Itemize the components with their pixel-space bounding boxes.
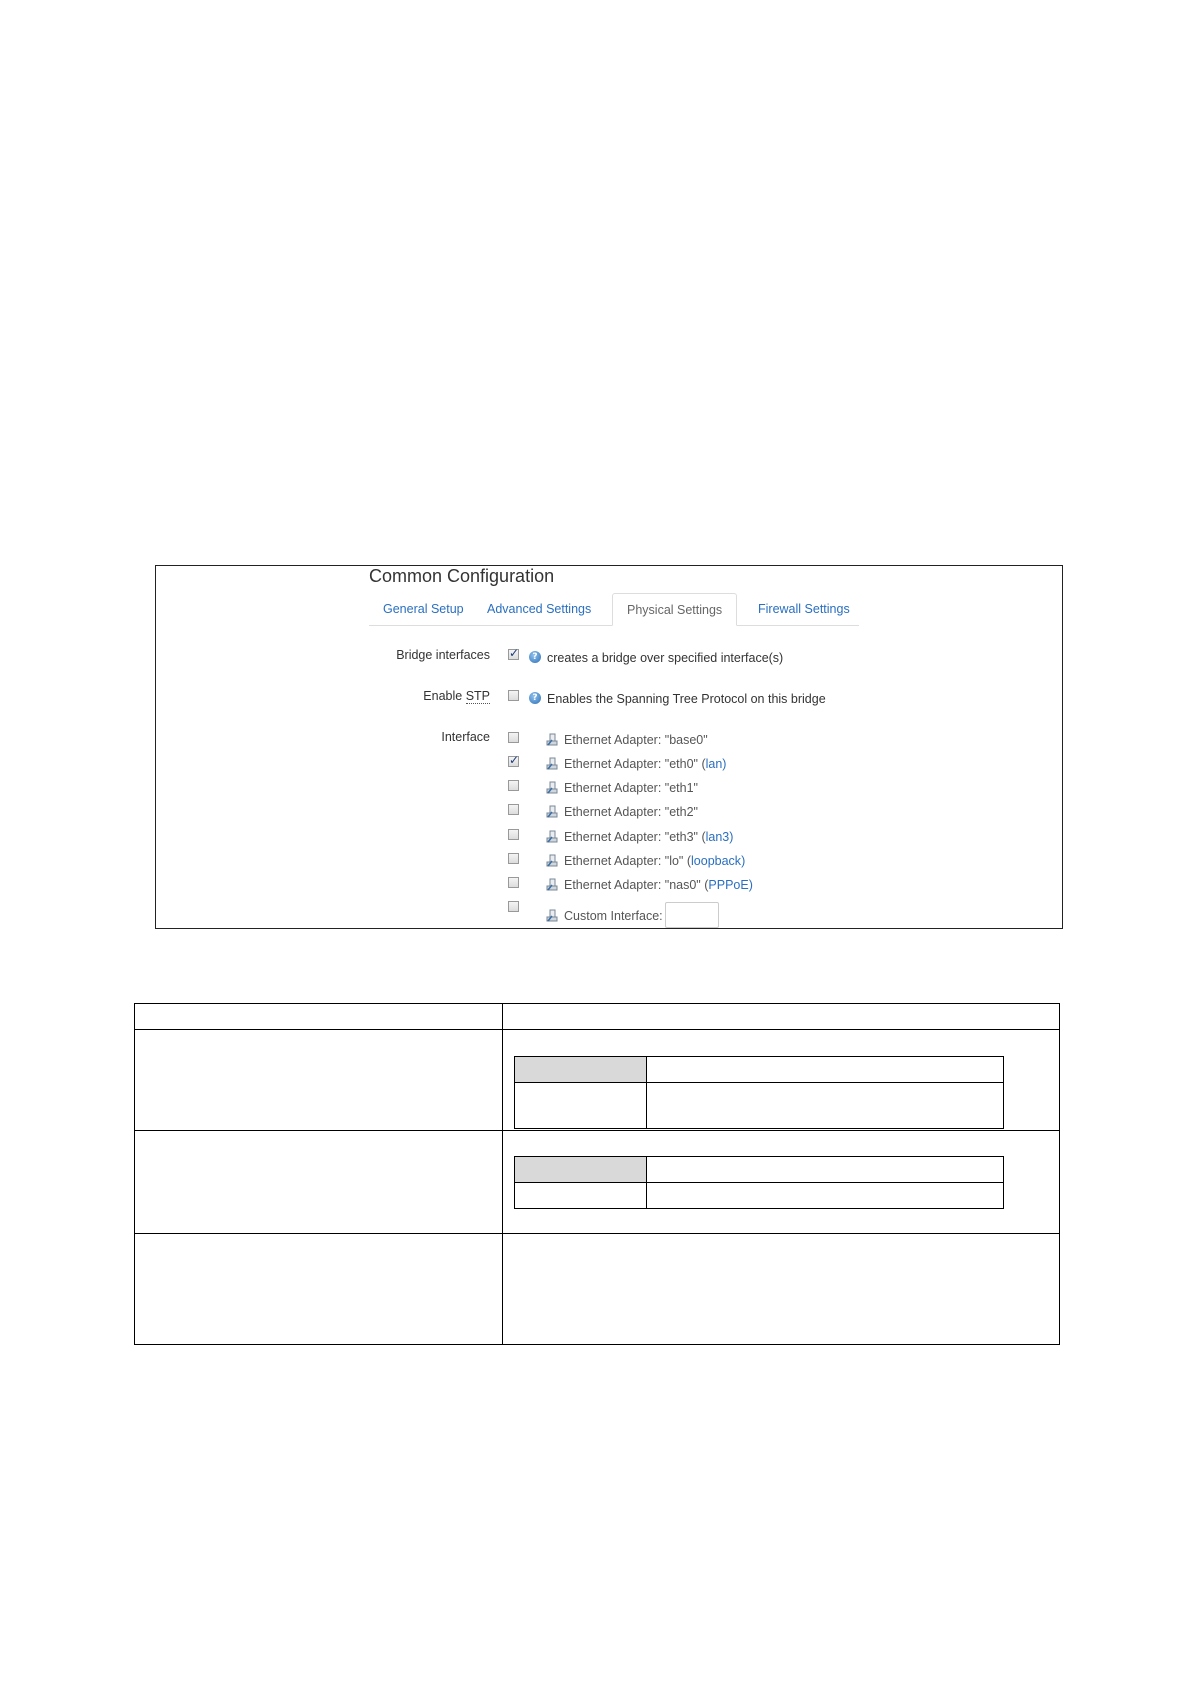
- interface-item: Ethernet Adapter: "eth2": [546, 805, 698, 819]
- interface-item: Ethernet Adapter: "eth1": [546, 781, 698, 795]
- custom-interface-item: Custom Interface:: [546, 902, 719, 928]
- table-cell: [135, 1131, 503, 1234]
- tab-firewall-settings[interactable]: Firewall Settings: [758, 602, 850, 616]
- enable-stp-prefix: Enable: [423, 689, 466, 703]
- table-cell: [503, 1131, 1060, 1234]
- interface-item: Ethernet Adapter: "base0": [546, 733, 708, 747]
- table-cell: [135, 1030, 503, 1131]
- interface-item: Ethernet Adapter: "nas0" (PPPoE): [546, 878, 753, 892]
- network-adapter-icon: [546, 854, 558, 867]
- interface-checkbox[interactable]: [508, 829, 519, 840]
- table-row: [135, 1131, 1060, 1234]
- table-cell: [503, 1030, 1060, 1131]
- tab-bar: [369, 593, 859, 626]
- tab-general-setup[interactable]: General Setup: [383, 602, 464, 616]
- interface-item: Ethernet Adapter: "lo" (loopback): [546, 854, 745, 868]
- network-adapter-icon: [546, 757, 558, 770]
- inner-table: [514, 1056, 1004, 1129]
- interface-checkbox[interactable]: [508, 732, 519, 743]
- bridge-interfaces-label: Bridge interfaces: [396, 648, 490, 662]
- question-icon[interactable]: ?: [529, 692, 541, 704]
- table-row: [135, 1030, 1060, 1131]
- interface-checkbox[interactable]: [508, 804, 519, 815]
- inner-table: [514, 1156, 1004, 1209]
- table-cell: [135, 1004, 503, 1030]
- screenshot-frame: [155, 565, 1063, 929]
- network-adapter-icon: [546, 781, 558, 794]
- interface-checkbox[interactable]: [508, 853, 519, 864]
- interface-checkbox[interactable]: [508, 877, 519, 888]
- table-row: [135, 1234, 1060, 1345]
- network-adapter-icon: [546, 830, 558, 843]
- interface-item: Ethernet Adapter: "eth0" (lan): [546, 757, 726, 771]
- enable-stp-desc: Enables the Spanning Tree Protocol on this bridge: [547, 692, 826, 706]
- page-title: Common Configuration: [369, 566, 555, 586]
- table-row: [135, 1004, 1060, 1030]
- network-link[interactable]: PPPoE: [708, 878, 749, 892]
- stp-abbr: STP: [465, 689, 490, 703]
- interface-item: Ethernet Adapter: "eth3" (lan3): [546, 830, 733, 844]
- interface-label: Interface: [441, 730, 490, 744]
- network-link[interactable]: lan: [705, 757, 723, 771]
- interface-checkbox[interactable]: [508, 756, 519, 767]
- interface-checkbox[interactable]: [508, 780, 519, 791]
- document-table: [134, 1003, 1060, 1345]
- bridge-interfaces-checkbox[interactable]: [508, 649, 519, 660]
- network-link[interactable]: loopback: [691, 854, 742, 868]
- custom-interface-checkbox[interactable]: [508, 901, 519, 912]
- network-link[interactable]: lan3: [705, 830, 730, 844]
- network-adapter-icon: [546, 909, 558, 922]
- network-adapter-icon: [546, 805, 558, 818]
- network-adapter-icon: [546, 878, 558, 891]
- table-cell: [503, 1004, 1060, 1030]
- enable-stp-label: [156, 689, 490, 703]
- custom-interface-input[interactable]: [665, 902, 719, 928]
- tab-advanced-settings[interactable]: Advanced Settings: [487, 602, 592, 616]
- enable-stp-checkbox[interactable]: [508, 690, 519, 701]
- network-adapter-icon: [546, 733, 558, 746]
- table-cell: [503, 1234, 1060, 1345]
- question-icon[interactable]: ?: [529, 651, 541, 663]
- table-cell: [135, 1234, 503, 1345]
- bridge-interfaces-desc: creates a bridge over specified interface(s): [547, 651, 784, 665]
- tab-physical-settings[interactable]: Physical Settings: [612, 593, 737, 626]
